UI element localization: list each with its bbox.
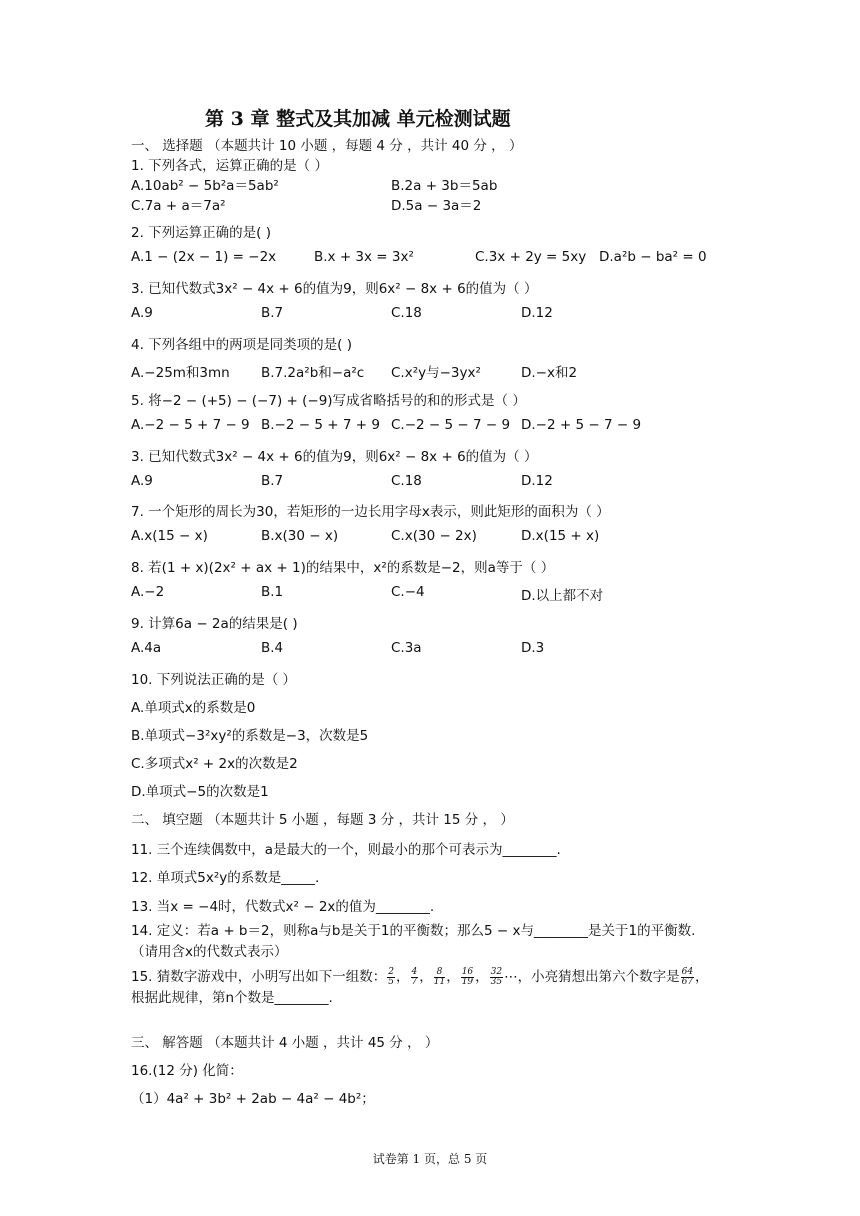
q2-option-a: A.1 − (2x − 1) = −2x [131,249,277,265]
q5-option-b: B.−2 − 5 + 7 + 9 [261,417,380,433]
q1-option-a: A.10ab² − 5b²a＝5ab² [131,178,279,194]
q3-option-c: C.18 [391,305,422,321]
q4-option-c: C.x²y与−3yx² [391,365,481,381]
q15-fraction-3: $\frac{8}{11}$ [433,966,446,987]
q5-option-a: A.−2 − 5 + 7 − 9 [131,417,250,433]
q7-option-c: C.x(30 − 2x) [391,528,477,544]
question-7-stem: 7. 一个矩形的周长为30，若矩形的一边长用字母x表示，则此矩形的面积为（ ） [131,504,610,520]
q1-option-b: B.2a + 3b＝5ab [391,178,498,194]
question-6-stem: 3. 已知代数式3x² − 4x + 6的值为9，则6x² − 8x + 6的值为（ ） [131,449,538,465]
q3-option-d: D.12 [521,305,553,321]
q10-option-b: B.单项式−3²xy²的系数是−3，次数是5 [131,728,369,744]
q15-fraction-6: $\frac{64}{67}$ [681,966,694,987]
section-heading-fill: 二、 填空题 （本题共计 5 小题 ，每题 3 分 ，共计 15 分 ， ） [131,812,514,828]
q6-option-c: C.18 [391,473,422,489]
q15-end: ，根据此规律，第n个数是________. [131,969,709,1006]
question-16-stem: 16.(12 分) 化简： [131,1063,243,1079]
q10-option-d: D.单项式−5的次数是1 [131,784,269,800]
q10-option-a: A.单项式x的系数是0 [131,700,256,716]
question-10-stem: 10. 下列说法正确的是（ ） [131,672,297,688]
q15-fraction-1: $\frac{2}{5}$ [388,966,394,987]
q2-option-c: C.3x + 2y = 5xy [475,249,587,265]
q8-option-a: A.−2 [131,584,165,600]
question-14: 14. 定义：若a + b＝2，则称a与b是关于1的平衡数；那么5 − x与________是关于1的平衡数.（请用含x的代数式表示） [131,923,696,960]
question-11: 11. 三个连续偶数中，a是最大的一个，则最小的那个可表示为________. [131,842,561,858]
q7-option-d: D.x(15 + x) [521,528,600,544]
q15-fraction-2: $\frac{4}{7}$ [411,966,418,987]
q6-option-b: B.7 [261,473,284,489]
question-9-stem: 9. 计算6a − 2a的结果是( ) [131,616,298,632]
question-12: 12. 单项式5x²y的系数是_____. [131,870,320,886]
q1-option-c: C.7a + a＝7a² [131,198,226,214]
q8-option-c: C.−4 [391,584,425,600]
page-title: 第 3 章 整式及其加减 单元检测试题 [205,108,511,130]
question-15: 15. 猜数字游戏中，小明写出如下一组数： $\frac{2}{5}$ ， $\frac{4}{7}$ ， $\frac{8}{11}$ ， $\frac{16}{19}$ ， $\frac{32}{35}$ ⋯，小亮猜想出第六个数字是 $\frac{64}{67}$ ，根据此规律，第n个数是________. [131,966,709,1006]
page-footer: 试卷第 1 页，总 5 页 [372,1152,488,1166]
q7-option-b: B.x(30 − x) [261,528,339,544]
q7-option-a: A.x(15 − x) [131,528,208,544]
section-heading-solve: 三、 解答题 （本题共计 4 小题 ，共计 45 分 ， ） [131,1035,439,1051]
question-8-stem: 8. 若(1 + x)(2x² + ax + 1)的结果中，x²的系数是−2，则a等于（ ） [131,560,555,576]
q5-option-c: C.−2 − 5 − 7 − 9 [391,417,511,433]
q5-option-d: D.−2 + 5 − 7 − 9 [521,417,642,433]
question-4-stem: 4. 下列各组中的两项是同类项的是( ) [131,337,352,353]
q8-option-d: D.以上都不对 [521,588,604,604]
q15-start: 15. 猜数字游戏中，小明写出如下一组数： [131,969,387,985]
q9-option-b: B.4 [261,640,284,656]
q15-fraction-5: $\frac{32}{35}$ [490,966,503,987]
question-3-stem: 3. 已知代数式3x² − 4x + 6的值为9，则6x² − 8x + 6的值为（ ） [131,281,538,297]
q8-option-b: B.1 [261,584,284,600]
question-16-part-1: （1）4a² + 3b² + 2ab − 4a² − 4b²； [131,1091,375,1107]
q9-option-d: D.3 [521,640,545,656]
q6-option-d: D.12 [521,473,553,489]
q2-option-d: D.a²b − ba² = 0 [599,249,707,265]
q3-option-a: A.9 [131,305,153,321]
question-1-stem: 1. 下列各式，运算正确的是（ ） [131,158,328,174]
q15-mid: ⋯，小亮猜想出第六个数字是 [504,969,680,985]
q9-option-a: A.4a [131,640,162,656]
q4-option-b: B.7.2a²b和−a²c [261,365,365,381]
q10-option-c: C.多项式x² + 2x的次数是2 [131,756,298,772]
question-13: 13. 当x = −4时，代数式x² − 2x的值为________. [131,899,435,915]
q9-option-c: C.3a [391,640,422,656]
section-heading-choice: 一、 选择题 （本题共计 10 小题 ，每题 4 分 ，共计 40 分 ， ） [131,138,523,154]
q15-fraction-4: $\frac{16}{19}$ [461,966,474,987]
q6-option-a: A.9 [131,473,153,489]
q4-option-a: A.−25m和3mn [131,365,230,381]
question-5-stem: 5. 将−2 − (+5) − (−7) + (−9)写成省略括号的和的形式是（ ） [131,393,526,409]
q4-option-d: D.−x和2 [521,365,578,381]
q1-option-d: D.5a − 3a＝2 [391,198,482,214]
q3-option-b: B.7 [261,305,284,321]
question-2-stem: 2. 下列运算正确的是( ) [131,225,271,241]
q2-option-b: B.x + 3x = 3x² [314,249,414,265]
